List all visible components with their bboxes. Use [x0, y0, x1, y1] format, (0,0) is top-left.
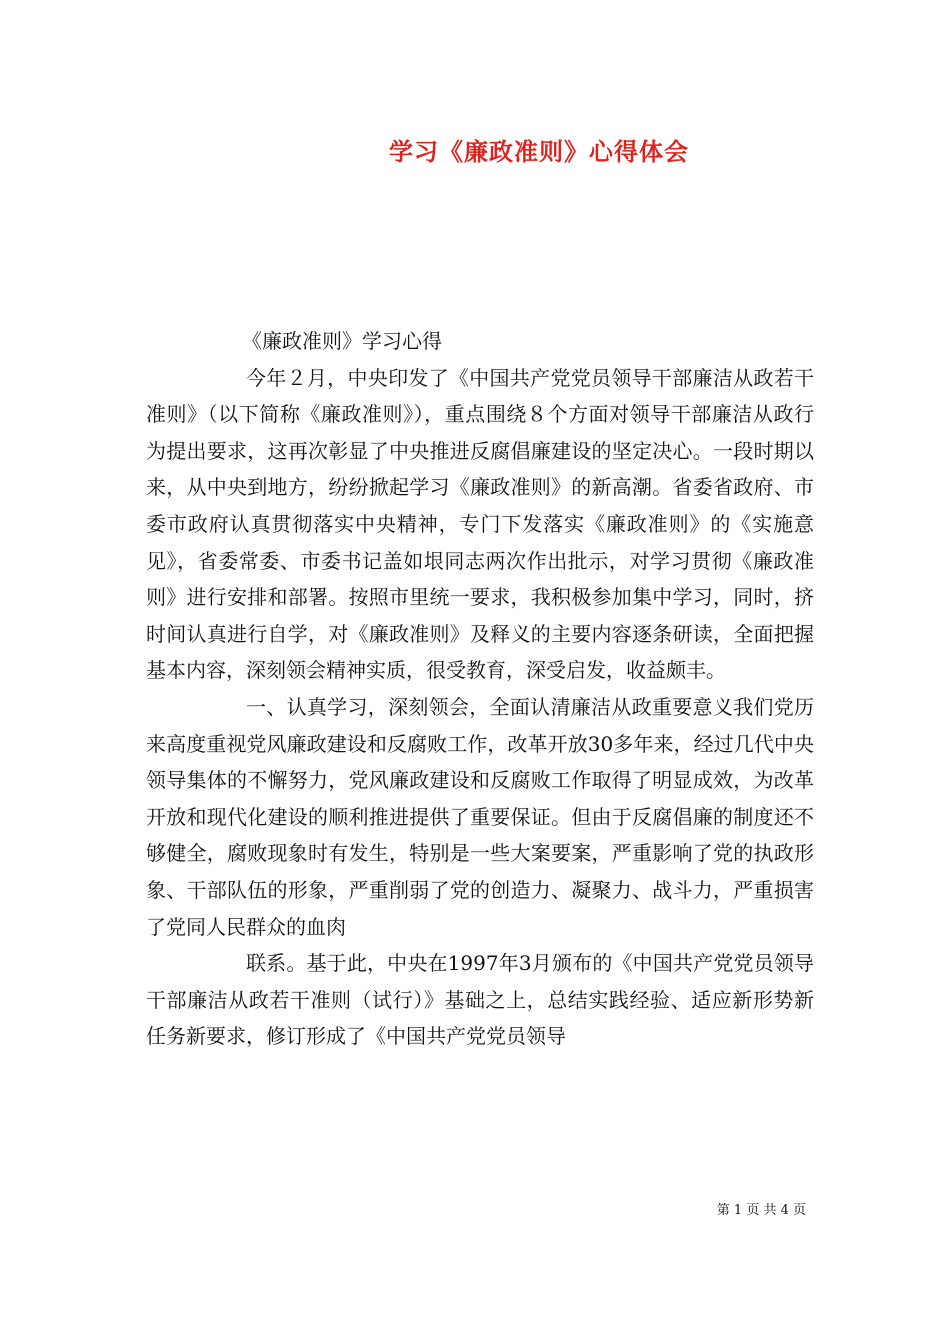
- subheading: 《廉政准则》学习心得: [242, 329, 442, 353]
- page-title: 学习《廉政准则》心得体会: [389, 137, 689, 166]
- paragraph-section-one: 一、认真学习，深刻领会，全面认清廉洁从政重要意义我们党历来高度重视党风廉政建设和反腐败工作，改革开放30多年来，经过几代中央领导集体的不懈努力，党风廉政建设和反腐败工作取得了明显成效，为改革开放和现代化建设的顺利推进提供了重要保证。但由于反腐倡廉的制度还不够健全，腐败现象时有发生，特别是一些大案要案，严重影响了党的执政形象、干部队伍的形象，严重削弱了党的创造力、凝聚力、战斗力，严重损害了党同人民群众的血肉: [146, 694, 814, 939]
- paragraph-continuation: 联系。基于此，中央在1997年3月颁布的《中国共产党党员领导干部廉洁从政若干准则（试行）》基础之上，总结实践经验、适应新形势新任务新要求，修订形成了《中国共产党党员领导: [146, 951, 814, 1049]
- paragraph-intro: 今年２月，中央印发了《中国共产党党员领导干部廉洁从政若干准则》（以下简称《廉政准则》），重点围绕８个方面对领导干部廉洁从政行为提出要求，这再次彰显了中央推进反腐倡廉建设的坚定决心。一段时期以来，从中央到地方，纷纷掀起学习《廉政准则》的新高潮。省委省政府、市委市政府认真贯彻落实中央精神，专门下发落实《廉政准则》的《实施意见》，省委常委、市委书记盖如垠同志两次作出批示，对学习贯彻《廉政准则》进行安排和部署。按照市里统一要求，我积极参加集中学习，同时，挤时间认真进行自学，对《廉政准则》及释义的主要内容逐条研读，全面把握基本内容，深刻领会精神实质，很受教育，深受启发，收益颇丰。: [146, 365, 814, 683]
- page-number: 第 1 页 共 4 页: [716, 1203, 806, 1218]
- document-body: [146, 323, 814, 1055]
